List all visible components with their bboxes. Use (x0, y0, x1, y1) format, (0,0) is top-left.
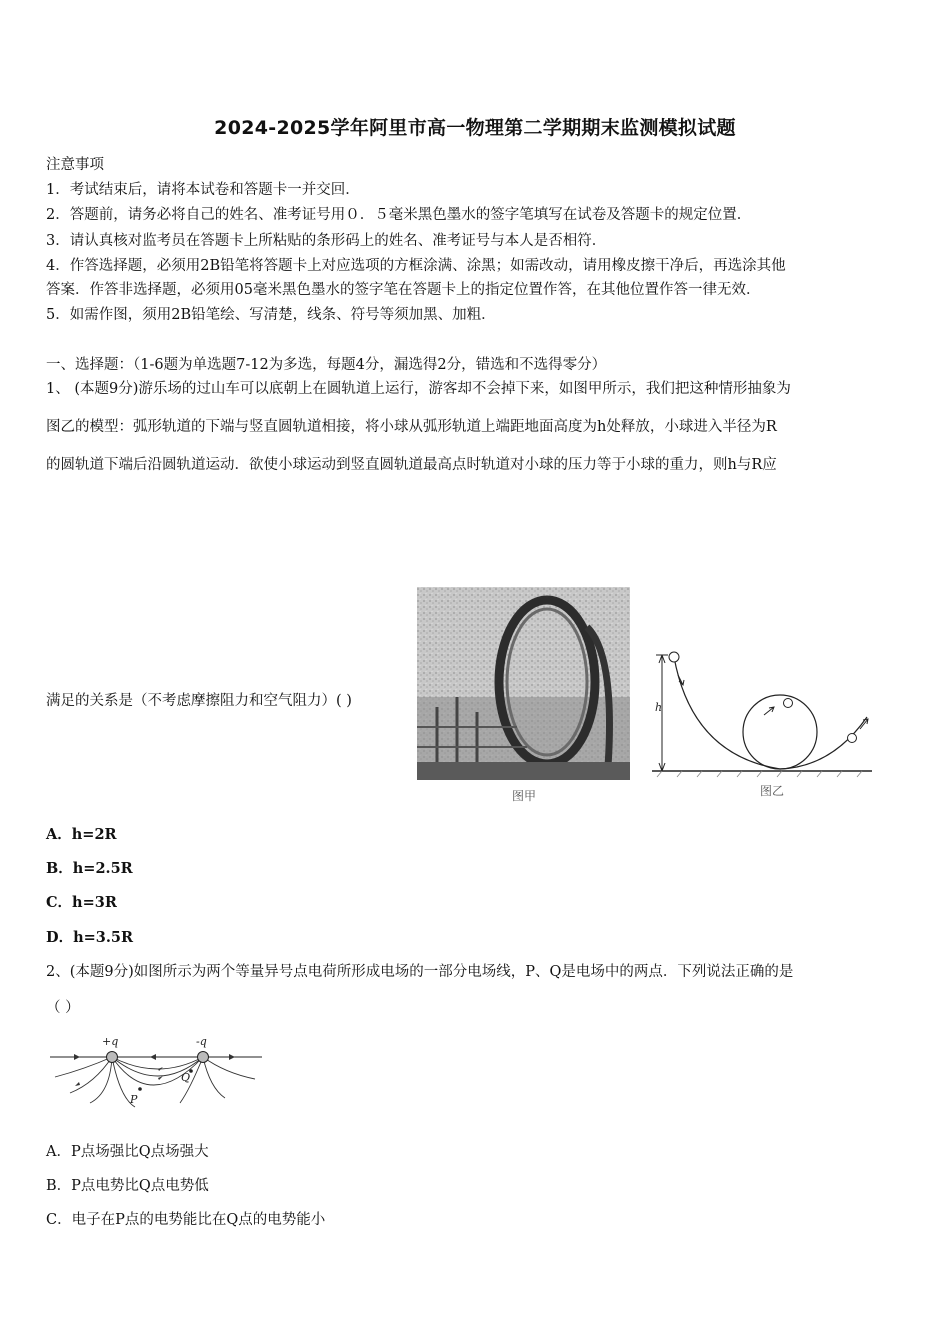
q1-line: 1、 (本题9分)游乐场的过山车可以底朝上在圆轨道上运行，游客却不会掉下来，如图甲所示，我们把这种情形抽象为 (46, 381, 791, 397)
electric-field-diagram (50, 1033, 265, 1108)
q1-option: C．h=3R (46, 894, 117, 911)
notice-heading: 注意事项 (46, 157, 104, 173)
figure-caption-b: 图乙 (760, 784, 785, 798)
q2-line: （ ） (46, 1000, 80, 1016)
q2-option: A．P点场强比Q点场强大 (46, 1144, 209, 1160)
section-heading: 一、选择题：（1-6题为单选题7-12为多选，每题4分，漏选得2分，错选和不选得零分） (46, 357, 607, 373)
label-minus-q: -q (196, 1035, 207, 1048)
notice-item: 答案．作答非选择题，必须用05毫米黑色墨水的签字笔在答题卡上的指定位置作答，在其他位置作答一律无效． (46, 282, 761, 298)
label-h: h (655, 701, 663, 714)
label-q: Q (181, 1071, 191, 1084)
q2-line: 2、(本题9分)如图所示为两个等量异号点电荷所形成电场的一部分电场线，P、Q是电场中的两点．下列说法正确的是 (46, 964, 794, 980)
q2-option: B．P点电势比Q点电势低 (46, 1178, 209, 1194)
notice-item: 3．请认真核对监考员在答题卡上所粘贴的条形码上的姓名、准考证号与本人是否相符． (46, 233, 607, 249)
notice-item: 2．答题前，请务必将自己的姓名、准考证号用０．５毫米黑色墨水的签字笔填写在试卷及答题卡的规定位置． (46, 207, 752, 223)
q2-option: C．电子在P点的电势能比在Q点的电势能小 (46, 1212, 326, 1228)
track-model-diagram (652, 645, 874, 780)
label-p: P (130, 1093, 138, 1106)
q1-option: D．h=3.5R (46, 929, 134, 946)
roller-coaster-photo (417, 587, 630, 780)
notice-item: 1．考试结束后，请将本试卷和答题卡一并交回． (46, 182, 360, 198)
q1-option: B．h=2.5R (46, 860, 133, 877)
figure-caption-a: 图甲 (512, 789, 537, 803)
label-plus-q: +q (102, 1035, 119, 1048)
q1-tail: 满足的关系是（不考虑摩擦阻力和空气阻力）( ) (46, 693, 352, 709)
notice-item: 5．如需作图，须用2B铅笔绘、写清楚，线条、符号等须加黑、加粗． (46, 307, 496, 323)
notice-item: 4．作答选择题，必须用2B铅笔将答题卡上对应选项的方框涂满、涂黑；如需改动，请用橡皮擦干净后，再选涂其他 (46, 258, 786, 274)
page-title: 2024-2025学年阿里市高一物理第二学期期末监测模拟试题 (214, 117, 736, 139)
q1-option: A．h=2R (46, 826, 117, 843)
q1-line: 的圆轨道下端后沿圆轨道运动．欲使小球运动到竖直圆轨道最高点时轨道对小球的压力等于小球的重力，则h与R应 (46, 457, 777, 473)
q1-line: 图乙的模型：弧形轨道的下端与竖直圆轨道相接，将小球从弧形轨道上端距地面高度为h处释放，小球进入半径为R (46, 419, 777, 435)
